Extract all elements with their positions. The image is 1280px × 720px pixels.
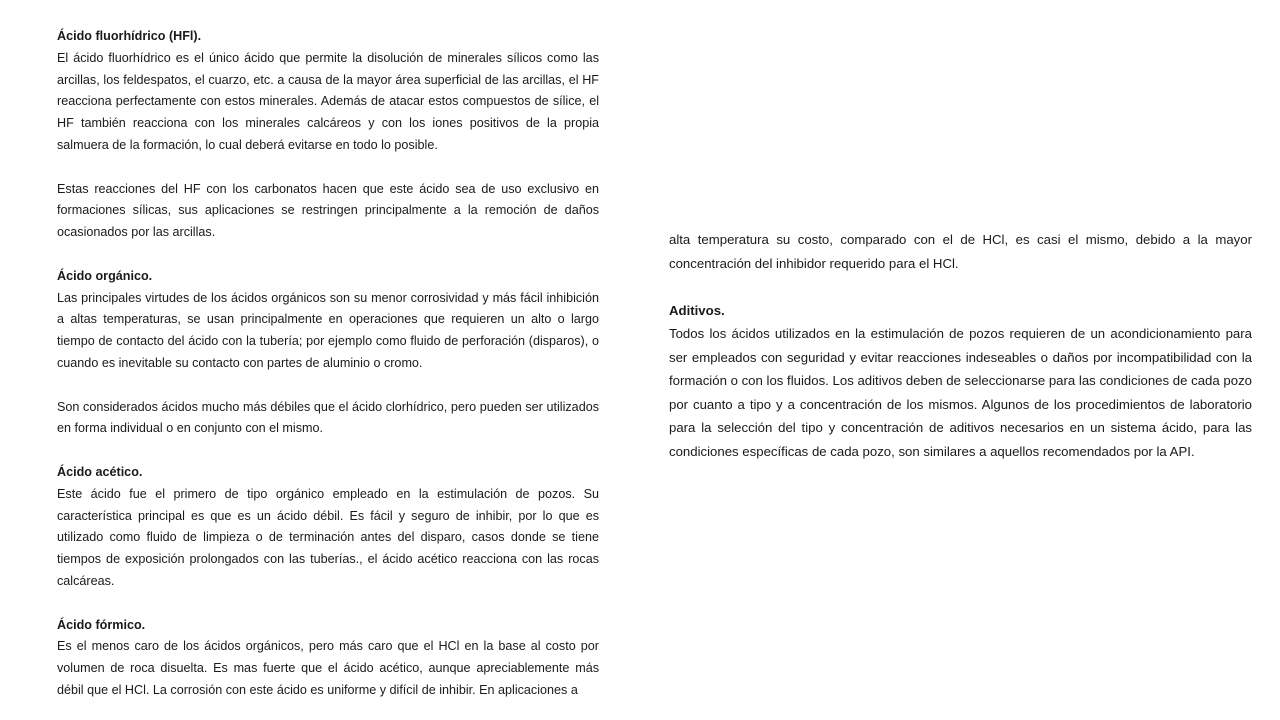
- paragraph-gap: [669, 275, 1252, 299]
- paragraph-gap: [57, 440, 599, 462]
- left-column: [57, 26, 599, 702]
- paragraph-gap: [57, 593, 599, 615]
- paragraph-organico-2: Son considerados ácidos mucho más débiles que el ácido clorhídrico, pero pueden ser utilizados en forma individual o en conjunto con el mismo.: [57, 399, 599, 436]
- heading-aditivos: Aditivos.: [669, 302, 725, 318]
- paragraph-organico-1: Las principales virtudes de los ácidos orgánicos son su menor corrosividad y más fácil inhibición a altas temperaturas, se usan principalmente en operaciones que requieren un alto o largo tiempo de contacto del ácido con la tubería; por ejemplo como fluido de perforación (disparos), o cuando es inevitable su contacto con partes de aluminio o cromo.: [57, 290, 599, 370]
- paragraph-gap: [57, 157, 599, 179]
- heading-acido-organico: Ácido orgánico.: [57, 268, 153, 283]
- right-column: [669, 228, 1252, 463]
- paragraph-gap: [57, 244, 599, 266]
- paragraph-formico-1: Es el menos caro de los ácidos orgánicos, pero más caro que el HCl en la base al costo por volumen de roca disuelta. Es mas fuerte que el ácido acético, aunque apreciablemente más débil que el HCl. La corrosión con este ácido es uniforme y difícil de inhibir. En aplicaciones a: [57, 639, 599, 697]
- heading-acido-fluorhidrico: Ácido fluorhídrico (HFl).: [57, 29, 202, 43]
- paragraph-acetico-1: Este ácido fue el primero de tipo orgánico empleado en la estimulación de pozos. Su característica principal es que es un ácido débil. Es fácil y seguro de inhibir, por lo que es utilizado como fluido de limpieza o de terminación antes del disparo, casos donde se tiene tiempos de exposición prolongados con las tuberías., el ácido acético reacciona con las rocas calcáreas.: [57, 486, 599, 588]
- paragraph-formico-continuation: alta temperatura su costo, comparado con el de HCl, es casi el mismo, debido a la mayor concentración del inhibidor requerido para el HCl.: [669, 232, 1252, 271]
- paragraph-fluorhidrico-1: El ácido fluorhídrico es el único ácido que permite la disolución de minerales sílicos como las arcillas, los feldespatos, el cuarzo, etc. a causa de la mayor área superficial de las arcillas, el HF reacciona perfectamente con estos minerales. Además de atacar estos compuestos de sílice, el HF también reacciona con los minerales calcáreos y con los iones positivos de la propia salmuera de la formación, lo cual deberá evitarse en todo lo posible.: [57, 50, 599, 152]
- paragraph-fluorhidrico-2: Estas reacciones del HF con los carbonatos hacen que este ácido sea de uso exclusivo en formaciones sílicas, sus aplicaciones se restringen principalmente a la remoción de daños ocasionados por las arcillas.: [57, 181, 599, 240]
- paragraph-aditivos-1: Todos los ácidos utilizados en la estimulación de pozos requieren de un acondicionamiento para ser empleados con seguridad y evitar reacciones indeseables o daños por incompatibilidad con la formación o con los fluidos. Los aditivos deben de seleccionarse para las condiciones de cada pozo por cuanto a tipo y a concentración de los mismos. Algunos de los procedimientos de laboratorio para la selección del tipo y concentración de aditivos necesarios en un sistema ácido, para las condiciones específicas de cada pozo, son similares a aquellos recomendados por la API.: [669, 326, 1252, 459]
- heading-acido-formico: Ácido fórmico.: [57, 617, 146, 632]
- heading-acido-acetico: Ácido acético.: [57, 464, 143, 479]
- paragraph-gap: [57, 375, 599, 397]
